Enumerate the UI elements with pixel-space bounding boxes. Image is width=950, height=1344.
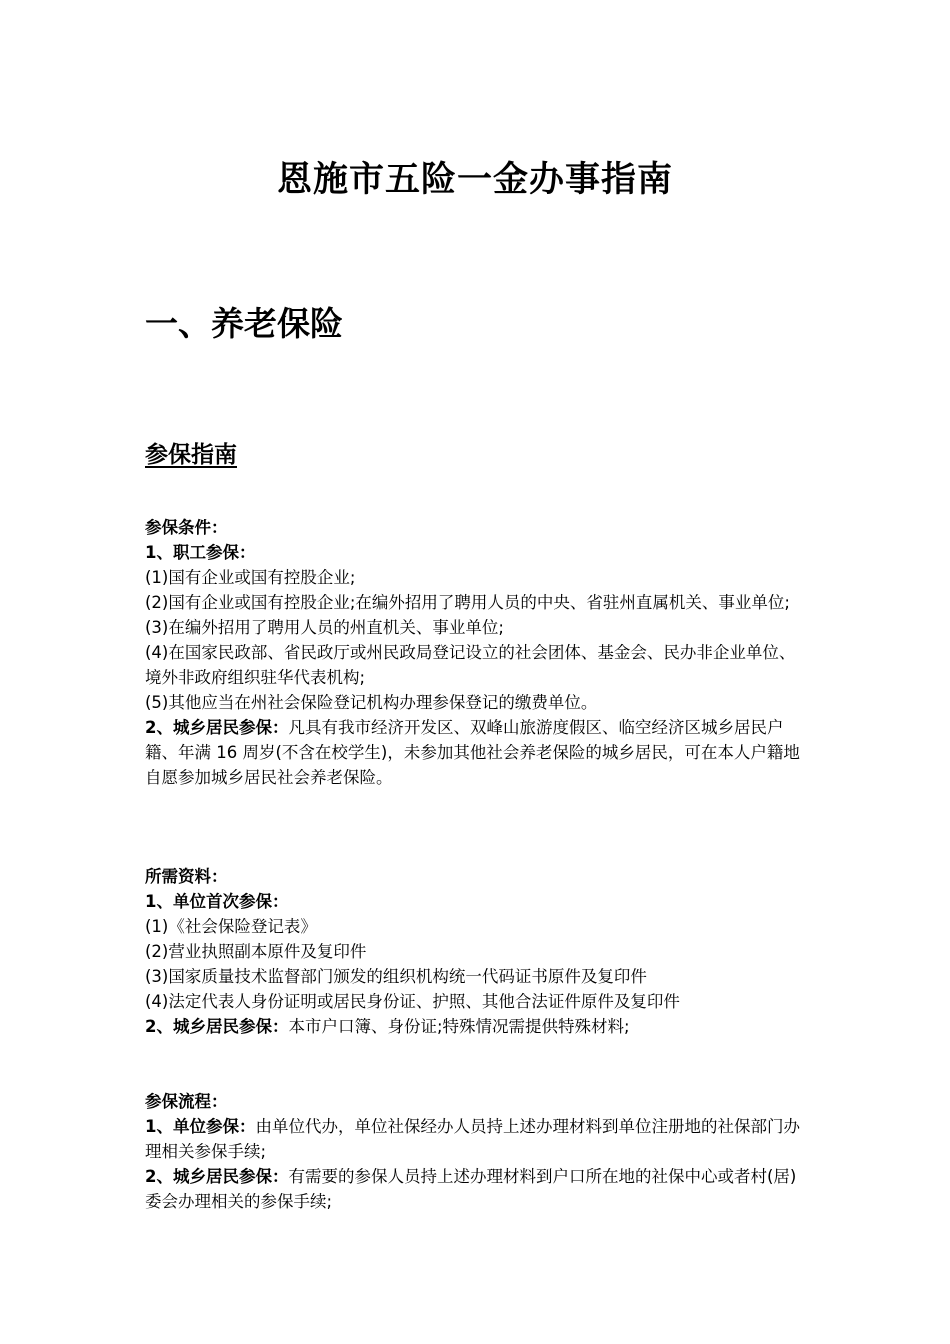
resident-condition xyxy=(145,715,810,790)
resident-process xyxy=(145,1164,810,1214)
condition-item: (4)在国家民政部、省民政厅或州民政局登记设立的社会团体、基金会、民办非企业单位、境外非政府组织驻华代表机构; xyxy=(145,643,796,687)
materials-heading: 所需资料： xyxy=(145,867,228,886)
material-item: (2)营业执照副本原件及复印件 xyxy=(145,942,367,961)
resident-label: 2、城乡居民参保： xyxy=(145,718,289,737)
resident-text: 凡具有我市经济开发区、双峰山旅游度假区、临空经济区城乡居民户籍、年满 16 周岁(不含在校学生)，未参加其他社会养老保险的城乡居民，可在本人户籍地自愿参加城乡居民社会养老保险。 xyxy=(145,718,800,787)
resident-label: 2、城乡居民参保： xyxy=(145,1017,289,1036)
material-item: (3)国家质量技术监督部门颁发的组织机构统一代码证书原件及复印件 xyxy=(145,967,647,986)
process-heading: 参保流程： xyxy=(145,1092,228,1111)
resident-label: 2、城乡居民参保： xyxy=(145,1167,289,1186)
document-title: 恩施市五险一金办事指南 xyxy=(276,160,673,200)
materials-block xyxy=(145,864,810,1039)
material-item: (4)法定代表人身份证明或居民身份证、护照、其他合法证件原件及复印件 xyxy=(145,992,680,1011)
condition-item: (1)国有企业或国有控股企业; xyxy=(145,568,356,587)
section-title: 一、养老保险 xyxy=(145,304,343,343)
sub-heading: 参保指南 xyxy=(145,442,237,468)
unit-label: 1、单位首次参保： xyxy=(145,892,289,911)
unit-text: 由单位代办，单位社保经办人员持上述办理材料到单位注册地的社保部门办理相关参保手续; xyxy=(145,1117,800,1161)
unit-label: 1、单位参保： xyxy=(145,1117,256,1136)
unit-process xyxy=(145,1114,810,1164)
process-block xyxy=(145,1089,810,1214)
employee-label: 1、职工参保： xyxy=(145,543,256,562)
condition-item: (2)国有企业或国有控股企业;在编外招用了聘用人员的中央、省驻州直属机关、事业单位; xyxy=(145,593,790,612)
material-item: (1)《社会保险登记表》 xyxy=(145,917,317,936)
resident-material xyxy=(145,1014,810,1039)
condition-item: (5)其他应当在州社会保险登记机构办理参保登记的缴费单位。 xyxy=(145,693,598,712)
condition-item: (3)在编外招用了聘用人员的州直机关、事业单位; xyxy=(145,618,504,637)
conditions-block xyxy=(145,515,810,790)
resident-text: 本市户口簿、身份证;特殊情况需提供特殊材料; xyxy=(288,1017,630,1036)
conditions-heading: 参保条件： xyxy=(145,518,228,537)
resident-text: 有需要的参保人员持上述办理材料到户口所在地的社保中心或者村(居)委会办理相关的参保手续; xyxy=(145,1167,797,1211)
